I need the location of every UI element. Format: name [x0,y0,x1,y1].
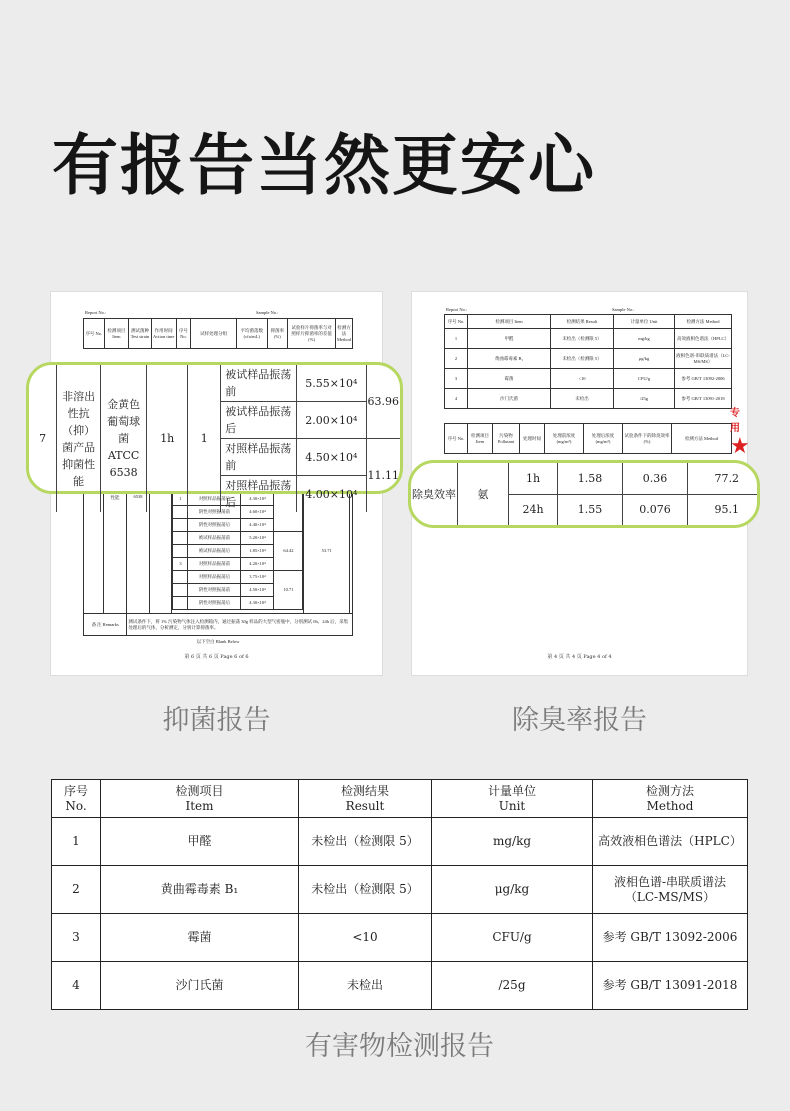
r2-cell-method: 液相色谱-串联质谱法（LC-MS/MS） [675,349,732,369]
zoom-value-0: 5.55×10⁴ [297,365,366,402]
r2b-c1: 处理前浓度 (mg/m³) [545,424,584,454]
sub-avg: 4.30×10⁴ [241,596,274,609]
sub-no [173,583,188,596]
zoom-group-1: 被试样品振荡后 [221,402,297,439]
zoom-group-2: 对照样品振荡前 [221,439,297,476]
zoom-value-3: 4.00×10⁴ [297,476,366,513]
sub-avg: 4.50×10⁴ [241,583,274,596]
zoom-no: 7 [29,365,57,512]
col-result-en: Result [345,798,385,813]
col-header-no [52,780,101,818]
r2-cell-method: 参考 GB/T 13092-2006 [675,369,732,389]
cell-method: 高效液相色谱法（HPLC） [593,818,748,866]
head-no2: 序号 No. [176,319,191,349]
zoom2-before-0: 1.58 [558,463,623,494]
report2-page-number: 第 4 页 共 4 页 Page 4 of 4 [547,654,612,660]
zoom-rate-2: 11.11 [366,439,400,513]
page-headline: 有报告当然更安心 [52,127,596,204]
cell-item: 黄曲霉毒素 B₁ [101,866,299,914]
zoom2-time-0: 1h [509,463,558,494]
r2b-c3: 试验条件下的除臭效率 (%) [623,424,672,454]
cell-method: 液相色谱-串联质谱法（LC-MS/MS） [593,866,748,914]
head-action-time: 作用时间 Action time [151,319,176,349]
head-item: 检测项目 Item [104,319,129,349]
table-row [52,818,748,866]
cell-no: 2 [52,866,101,914]
zoom-rate-1: 63.96 [366,365,400,439]
col-unit-cn: 计量单位 [487,783,536,798]
zoom2-rate-0: 77.2 [688,463,758,494]
caption-deodorize: 除臭率报告 [512,705,647,736]
report2-no-label: Report No.: [446,307,468,312]
report1-page-number: 第 6 页 共 6 页 Page 6 of 6 [184,654,249,660]
caption-antibacterial: 抑菌报告 [162,705,271,736]
col-header-result [299,780,432,818]
r2-cell-result: <10 [551,369,614,389]
blank-below: 以下空白 Blank Below [196,639,240,644]
r2-head-unit: 计量单位 Unit [614,315,675,329]
r2-cell-item: 沙门氏菌 [468,389,551,409]
table-row [173,531,303,544]
r2-cell-no: 2 [445,349,468,369]
stamp-text: 专用 [730,408,740,434]
sub-no [173,570,188,583]
sub-rate: 64.42 [274,531,303,570]
zoom2-rate-1: 95.1 [688,494,758,525]
table-row [445,349,732,369]
table-row [52,866,748,914]
zoom-time: 1h [147,365,188,512]
official-stamp [730,404,750,459]
col-method-en: Method [646,798,694,813]
zoom-idx: 1 [188,365,221,512]
lower-strain: 6538 [127,488,149,614]
report2-rows [444,314,732,409]
zoom2-pollutant: 氨 [458,463,509,525]
col-result-cn: 检测结果 [340,783,389,798]
r2-cell-item: 霉菌 [468,369,551,389]
deodorize-zoom-highlight [408,460,760,528]
col-no-en: No. [65,798,87,813]
col-item-en: Item [185,798,214,813]
r2b-no: 序号 No. [445,424,468,454]
r2-cell-result: 未检出 [551,389,614,409]
sub-no: 1 [173,492,188,505]
cell-unit: μg/kg [432,866,593,914]
head-rate: 抑菌率 (%) [267,319,288,349]
cell-unit: CFU/g [432,914,593,962]
cell-method: 参考 GB/T 13091-2018 [593,962,748,1010]
r2b-time: 处理时间 [520,424,545,454]
report2-table [444,314,732,454]
r2-cell-method: 高效液相色谱法（HPLC） [675,329,732,349]
report2-second-table [444,423,732,454]
cell-no: 4 [52,962,101,1010]
r2-cell-item: 黄曲霉毒素 B₁ [468,349,551,369]
sub-avg: 4.60×10⁴ [241,505,274,518]
report1-table [83,318,353,349]
cell-result: 未检出（检测限 5） [299,866,432,914]
zoom-strain: 金黄色葡萄球菌 ATCC 6538 [100,365,146,512]
r2-cell-no: 4 [445,389,468,409]
table-row [445,369,732,389]
r2-cell-unit: μg/kg [614,349,675,369]
col-method-cn: 检测方法 [645,783,694,798]
sub-group: 被试样品振荡后 [188,544,241,557]
r2-head-no: 序号 No. [445,315,468,329]
sub-group: 阴性对照振荡后 [188,596,241,609]
sub-avg: 1.85×10⁴ [241,544,274,557]
r2-cell-item: 甲醛 [468,329,551,349]
sub-group: 阴性对照振荡前 [188,583,241,596]
head-no: 序号 No. [84,319,105,349]
head-note: 试验样片抑菌率与对照样片抑菌率的差值 (%) [288,319,336,349]
r2-cell-unit: CFU/g [614,369,675,389]
sub-no [173,518,188,531]
sub-group: 对照样品振荡后 [188,492,241,505]
zoom2-before-1: 1.55 [558,494,623,525]
r2-cell-no: 1 [445,329,468,349]
caption-harmful: 有害物检测报告 [305,1031,494,1062]
remarks-label: 备 注 Remarks [84,614,127,636]
cell-unit: mg/kg [432,818,593,866]
sub-no [173,531,188,544]
r2b-item: 检测项目 Item [468,424,493,454]
sub-group: 对照样品振荡后 [188,570,241,583]
harmful-substance-table [51,779,748,1010]
cell-result: <10 [299,914,432,962]
sub-group: 阴性对照振荡前 [188,505,241,518]
sub-avg: 4.20×10⁴ [241,557,274,570]
r2-cell-no: 3 [445,369,468,389]
zoom-value-2: 4.50×10⁴ [297,439,366,476]
cell-item: 霉菌 [101,914,299,962]
col-header-method [593,780,748,818]
col-item-cn: 检测项目 [175,783,224,798]
r2-cell-unit: /25g [614,389,675,409]
r2-cell-unit: mg/kg [614,329,675,349]
sub-no [173,544,188,557]
sub-no: 3 [173,557,188,570]
col-unit-en: Unit [498,798,526,813]
zoom2-after-1: 0.076 [623,494,688,525]
sub-avg: 4.40×10⁴ [241,518,274,531]
table-row [445,329,732,349]
cell-result: 未检出（检测限 5） [299,818,432,866]
r2-cell-method: 参考 GB/T 13091-2018 [675,389,732,409]
lower-item: 性能 [103,488,127,614]
report-no-label: Report No.: [85,310,107,315]
head-strain: 测试菌种 Test strain [129,319,152,349]
r2-head-result: 检测结果 Result [551,315,614,329]
sub-avg: 5.20×10⁴ [241,531,274,544]
sub-avg: 3.75×10⁴ [241,570,274,583]
sub-group: 阴性对照振荡后 [188,518,241,531]
head-avg: 平均菌落数 (cfu/mL) [237,319,268,349]
cell-method: 参考 GB/T 13092-2006 [593,914,748,962]
remarks-text: 测试条件下，将 1% 污染物气体注入检测箱内，通过振荡 30g 样品的大型气密瓶中，分别测试 0h、24h 后，采集处理后的气体，分析测定，分别计算抑菌率。 [127,614,353,636]
table-row [445,389,732,409]
sub-group: 被试样品振荡前 [188,531,241,544]
r2-head-item: 检测项目 Item [468,315,551,329]
zoom2-after-0: 0.36 [623,463,688,494]
head-sample-group: 试样处理分组 [191,319,237,349]
cell-no: 3 [52,914,101,962]
cell-unit: /25g [432,962,593,1010]
head-method: 检测方法 Method [336,319,353,349]
table-row [52,962,748,1010]
col-header-unit [432,780,593,818]
cell-item: 甲醛 [101,818,299,866]
r2-cell-result: 未检出（检测限 5） [551,329,614,349]
table-row [173,570,303,583]
sub-group: 对照样品振荡前 [188,557,241,570]
sample-no-label: Sample No.: [256,310,279,315]
col-no-cn: 序号 [63,783,88,798]
r2b-pollutant: 污染物 Pollutant [493,424,520,454]
zoom2-time-1: 24h [509,494,558,525]
r2b-c2: 处理后浓度 (mg/m³) [584,424,623,454]
col-header-item [101,780,299,818]
report2-sample-label: Sample No.: [612,307,635,312]
cell-item: 沙门氏菌 [101,962,299,1010]
sub-rate: 10.71 [274,570,303,609]
zoom-group-0: 被试样品振荡前 [221,365,297,402]
r2-cell-result: 未检出（检测限 5） [551,349,614,369]
stamp-star-icon: ★ [730,434,750,459]
lower-diff: 53.71 [304,488,350,614]
r2b-method: 检测方法 Method [672,424,732,454]
cell-no: 1 [52,818,101,866]
zoom-value-1: 2.00×10⁴ [297,402,366,439]
zoom-group-3: 对照样品振荡后 [221,476,297,513]
r2-head-method: 检测方法 Method [675,315,732,329]
cell-result: 未检出 [299,962,432,1010]
sub-avg: 4.30×10⁴ [241,492,274,505]
zoom2-item: 除臭效率 [411,463,458,525]
table-row [52,914,748,962]
zoom-item: 非溶出性抗（抑）菌产品抑菌性能 [57,365,101,512]
table-header-row [52,780,748,818]
sub-no [173,596,188,609]
